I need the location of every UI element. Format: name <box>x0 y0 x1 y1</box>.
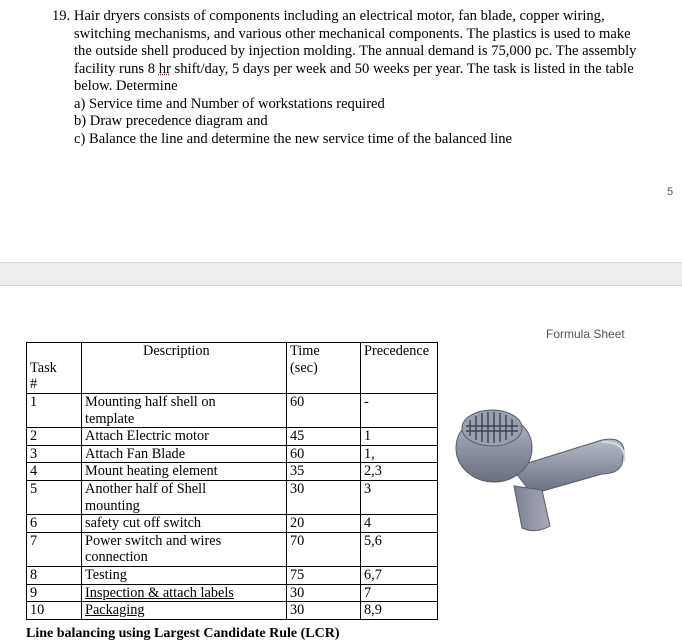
section-heading: Line balancing using Largest Candidate Rule (LCR) <box>26 626 340 641</box>
page-number: 5 <box>667 186 674 198</box>
part-a: a) Service time and Number of workstations required <box>74 95 385 112</box>
header-precedence: Precedence <box>361 343 438 394</box>
table-row: 9 Inspection & attach labels 30 7 <box>27 584 438 602</box>
hair-dryer-image <box>452 398 642 538</box>
table-row: 6 safety cut off switch 20 4 <box>27 515 438 533</box>
table-row: 4 Mount heating element 35 2,3 <box>27 463 438 481</box>
table-row: 3 Attach Fan Blade 60 1, <box>27 445 438 463</box>
header-task: Task # <box>27 343 82 394</box>
table-row: 5 Another half of Shell mounting 30 3 <box>27 480 438 514</box>
page-separator <box>0 262 682 286</box>
table-row: 8 Testing 75 6,7 <box>27 566 438 584</box>
table-row: 7 Power switch and wires connection 70 5,6 <box>27 532 438 566</box>
question-19 <box>52 8 652 148</box>
table-row: 1 Mounting half shell on template 60 - <box>27 394 438 428</box>
formula-sheet-label: Formula Sheet <box>546 327 625 341</box>
question-line-3: the outside shell produced by injection molding. The annual demand is 75,000 pc. The assembly <box>74 43 637 59</box>
table-row: 10 Packaging 30 8,9 <box>27 602 438 620</box>
question-line-5: below. Determine <box>74 78 178 94</box>
question-line-1: 19. Hair dryers consists of components including an electrical motor, fan blade, copper wiring, <box>52 8 605 24</box>
header-description: Description <box>82 343 287 394</box>
question-line-4: facility runs 8 hr shift/day, 5 days per week and 50 weeks per year. The task is listed in the table <box>74 60 634 77</box>
spellcheck-word: hr <box>158 60 171 77</box>
part-b: b) Draw precedence diagram and <box>74 113 268 129</box>
part-c: c) Balance the line and determine the new service time of the balanced line <box>74 130 513 147</box>
table-row: 2 Attach Electric motor 45 1 <box>27 428 438 446</box>
header-time: Time (sec) <box>287 343 361 394</box>
question-line-2: switching mechanisms, and various other mechanical components. The plastics is used to make <box>74 25 631 42</box>
task-table <box>26 342 438 620</box>
table-header-row <box>27 343 438 394</box>
question-number: 19. <box>52 8 71 24</box>
